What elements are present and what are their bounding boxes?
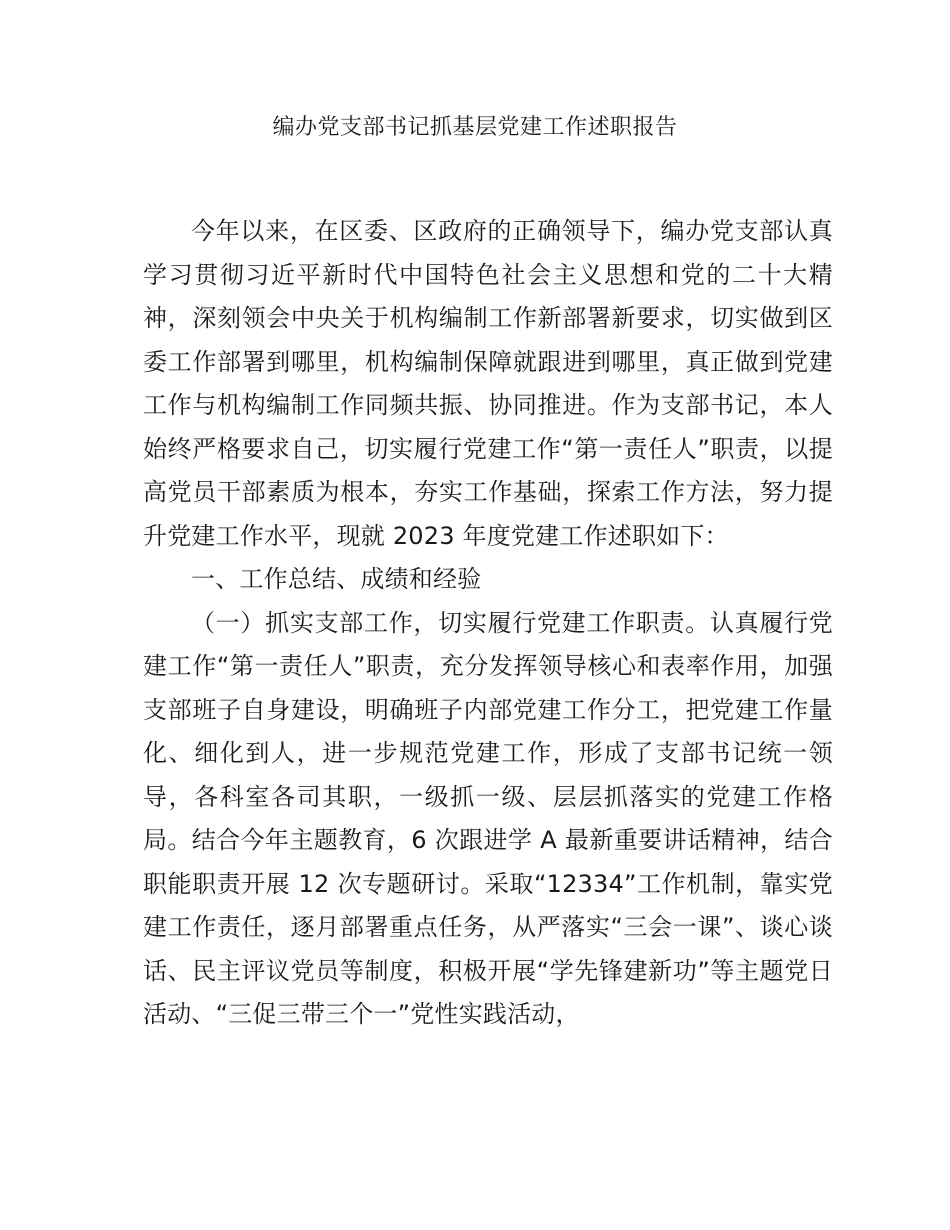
intro-paragraph: 今年以来，在区委、区政府的正确领导下，编办党支部认真学习贯彻习近平新时代中国特色社会主义思想和党的二十大精神，深刻领会中央关于机构编制工作新部署新要求，切实做到区委工作部署到哪里，机构编制保障就跟进到哪里，真正做到党建工作与机构编制工作同频共振、协同推进。作为支部书记，本人始终严格要求自己，切实履行党建工作“第一责任人”职责，以提高党员干部素质为根本，夯实工作基础，探索工作方法，努力提升党建工作水平，现就 2023 年度党建工作述职如下： [143,217,833,550]
document-title: 编办党支部书记抓基层党建工作述职报告 [272,115,678,140]
section-heading-1: 一、工作总结、成绩和经验 [191,565,482,593]
document-body [143,210,833,1037]
section-1-paragraph-1: （一）抓实支部工作，切实履行党建工作职责。认真履行党建工作“第一责任人”职责，充分发挥领导核心和表率作用，加强支部班子自身建设，明确班子内部党建工作分工，把党建工作量化、细化到人，进一步规范党建工作，形成了支部书记统一领导，各科室各司其职，一级抓一级、层层抓落实的党建工作格局。结合今年主题教育，6 次跟进学 A 最新重要讲话精神，结合职能职责开展 12 次专题研讨。采取“12334”工作机制，靠实党建工作责任，逐月部署重点任务，从严落实“三会一课”、谈心谈话、民主评议党员等制度，积极开展“学先锋建新功”等主题党日活动、“三促三带三个一”党性实践活动， [143,608,833,1028]
